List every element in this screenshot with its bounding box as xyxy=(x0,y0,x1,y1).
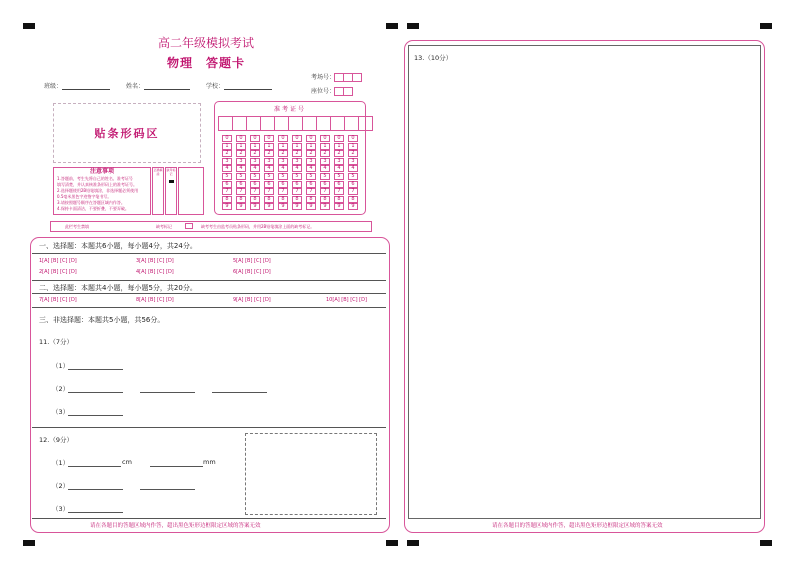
registration-mark xyxy=(407,23,419,29)
digit-bubble[interactable]: 2 xyxy=(332,150,346,158)
digit-bubble[interactable]: 3 xyxy=(262,158,276,166)
digit-bubble[interactable]: 4 xyxy=(346,165,360,173)
barcode-area xyxy=(53,103,201,163)
answer-line[interactable] xyxy=(140,489,195,490)
digit-bubble[interactable]: 9 xyxy=(290,203,304,211)
exam-title: 高二年级模拟考试 xyxy=(157,36,254,50)
registration-mark xyxy=(760,23,772,29)
class-field[interactable]: 班级： xyxy=(44,81,110,90)
digit-bubble[interactable]: 3 xyxy=(332,158,346,166)
digit-bubble[interactable]: 6 xyxy=(234,181,248,189)
digit-bubble[interactable]: 3 xyxy=(234,158,248,166)
digit-bubble[interactable]: 5 xyxy=(220,173,234,181)
digit-bubble[interactable]: 5 xyxy=(290,173,304,181)
digit-bubble[interactable]: 3 xyxy=(290,158,304,166)
digit-bubble[interactable]: 3 xyxy=(304,158,318,166)
choice-row[interactable]: 3[A] [B] [C] [D] xyxy=(136,258,174,264)
q12-label: 12.（9分） xyxy=(39,436,73,444)
notes-line: 填写清楚，并认真核准条形码上的准考证号。 xyxy=(57,182,137,187)
q11-part: （1） xyxy=(52,362,70,370)
digit-bubble[interactable]: 0 xyxy=(220,135,234,143)
digit-bubble[interactable]: 7 xyxy=(276,188,290,196)
digit-bubble[interactable]: 3 xyxy=(220,158,234,166)
footer-note: 请在各题目的答题区域内作答，超出黑色矩形边框限定区域的答案无效 xyxy=(90,523,261,529)
digit-bubble[interactable]: 8 xyxy=(304,196,318,204)
digit-bubble[interactable]: 4 xyxy=(318,165,332,173)
admission-bubbles[interactable] xyxy=(220,135,360,211)
digit-bubble[interactable]: 7 xyxy=(304,188,318,196)
choice-row[interactable]: 10[A] [B] [C] [D] xyxy=(326,297,367,303)
absent-mark-example: 缺考标记 xyxy=(165,167,177,215)
answer-line[interactable] xyxy=(68,512,123,513)
section1-heading: 一、选择题：本题共6小题，每小题4分，共24分。 xyxy=(39,242,197,250)
registration-mark xyxy=(407,540,419,546)
digit-bubble[interactable]: 5 xyxy=(234,173,248,181)
digit-bubble[interactable]: 6 xyxy=(304,181,318,189)
digit-bubble[interactable]: 4 xyxy=(234,165,248,173)
digit-bubble[interactable]: 1 xyxy=(248,143,262,151)
digit-bubble[interactable]: 0 xyxy=(332,135,346,143)
q11-label: 11.（7分） xyxy=(39,338,73,346)
digit-bubble[interactable]: 6 xyxy=(220,181,234,189)
q12-part: （1） xyxy=(52,459,70,467)
notes-line: 2.选择题使用2B铅笔填涂，非选择题必须使用 xyxy=(57,188,139,193)
digit-bubble[interactable]: 0 xyxy=(290,135,304,143)
digit-bubble[interactable]: 3 xyxy=(248,158,262,166)
choice-row[interactable]: 7[A] [B] [C] [D] xyxy=(39,297,77,303)
footer-note: 请在各题目的答题区域内作答，超出黑色矩形边框限定区域的答案无效 xyxy=(492,523,663,529)
notes-box xyxy=(53,167,151,215)
digit-bubble[interactable]: 0 xyxy=(234,135,248,143)
digit-bubble[interactable]: 0 xyxy=(346,135,360,143)
digit-bubble[interactable]: 6 xyxy=(332,181,346,189)
digit-bubble[interactable]: 7 xyxy=(262,188,276,196)
digit-bubble[interactable]: 8 xyxy=(332,196,346,204)
digit-bubble[interactable]: 4 xyxy=(276,165,290,173)
digit-bubble[interactable]: 2 xyxy=(248,150,262,158)
notes-title: 注意事项 xyxy=(89,168,114,175)
digit-bubble[interactable]: 5 xyxy=(304,173,318,181)
digit-bubble[interactable]: 1 xyxy=(262,143,276,151)
notes-line: 3.请按照题号顺序在答题区域内作答。 xyxy=(57,200,125,205)
digit-bubble[interactable]: 7 xyxy=(318,188,332,196)
digit-bubble[interactable]: 5 xyxy=(346,173,360,181)
digit-bubble[interactable]: 7 xyxy=(290,188,304,196)
digit-bubble[interactable]: 2 xyxy=(262,150,276,158)
answer-line[interactable] xyxy=(68,489,123,490)
digit-bubble[interactable]: 1 xyxy=(332,143,346,151)
digit-bubble[interactable]: 3 xyxy=(318,158,332,166)
digit-bubble[interactable]: 9 xyxy=(276,203,290,211)
digit-bubble[interactable]: 8 xyxy=(220,196,234,204)
q11-part: （2） xyxy=(52,385,70,393)
digit-bubble[interactable]: 2 xyxy=(346,150,360,158)
digit-bubble[interactable]: 8 xyxy=(318,196,332,204)
school-field[interactable]: 学校： xyxy=(206,81,272,90)
correct-fill-example: 正确填涂 xyxy=(152,167,164,215)
seat-field[interactable]: 座位号： xyxy=(311,86,353,96)
digit-bubble[interactable]: 0 xyxy=(262,135,276,143)
sample-box xyxy=(178,167,204,215)
exam-subtitle: 物理 答题卡 xyxy=(166,56,245,70)
digit-bubble[interactable]: 1 xyxy=(304,143,318,151)
digit-bubble[interactable]: 1 xyxy=(220,143,234,151)
digit-bubble[interactable]: 2 xyxy=(304,150,318,158)
digit-bubble[interactable]: 4 xyxy=(332,165,346,173)
admission-write-cells[interactable] xyxy=(218,116,372,131)
digit-bubble[interactable]: 1 xyxy=(346,143,360,151)
digit-bubble[interactable]: 1 xyxy=(290,143,304,151)
digit-bubble[interactable]: 9 xyxy=(248,203,262,211)
choice-row[interactable]: 6[A] [B] [C] [D] xyxy=(233,269,271,275)
absent-checkbox[interactable] xyxy=(185,223,193,229)
answer-line[interactable] xyxy=(68,415,123,416)
answer-line[interactable] xyxy=(140,392,195,393)
digit-bubble[interactable]: 0 xyxy=(318,135,332,143)
choice-row[interactable]: 8[A] [B] [C] [D] xyxy=(136,297,174,303)
room-field[interactable]: 考场号： xyxy=(311,72,362,82)
digit-bubble[interactable]: 5 xyxy=(248,173,262,181)
digit-bubble[interactable]: 8 xyxy=(290,196,304,204)
digit-bubble[interactable]: 9 xyxy=(332,203,346,211)
digit-bubble[interactable]: 2 xyxy=(290,150,304,158)
registration-mark xyxy=(23,23,35,29)
digit-bubble[interactable]: 7 xyxy=(220,188,234,196)
digit-bubble[interactable]: 6 xyxy=(318,181,332,189)
digit-bubble[interactable]: 8 xyxy=(276,196,290,204)
digit-bubble[interactable]: 9 xyxy=(234,203,248,211)
digit-bubble[interactable]: 2 xyxy=(276,150,290,158)
digit-bubble[interactable]: 5 xyxy=(332,173,346,181)
registration-mark xyxy=(386,23,398,29)
digit-bubble[interactable]: 0 xyxy=(304,135,318,143)
digit-bubble[interactable]: 4 xyxy=(262,165,276,173)
digit-bubble[interactable]: 1 xyxy=(276,143,290,151)
choice-row[interactable]: 4[A] [B] [C] [D] xyxy=(136,269,174,275)
digit-bubble[interactable]: 2 xyxy=(234,150,248,158)
digit-bubble[interactable]: 3 xyxy=(346,158,360,166)
digit-bubble[interactable]: 6 xyxy=(290,181,304,189)
section2-heading: 二、选择题：本题共4小题，每小题5分，共20分。 xyxy=(39,284,197,292)
digit-bubble[interactable]: 6 xyxy=(262,181,276,189)
choice-row[interactable]: 2[A] [B] [C] [D] xyxy=(39,269,77,275)
absent-strip: 此栏考生禁填 缺考标记 缺考考生由监考员贴条形码，并用2B铅笔填涂上面的缺考标记。 xyxy=(50,221,372,232)
q11-part: （3） xyxy=(52,408,70,416)
choice-row[interactable]: 9[A] [B] [C] [D] xyxy=(233,297,271,303)
digit-bubble[interactable]: 7 xyxy=(346,188,360,196)
q13-label: 13.（10分） xyxy=(414,54,453,62)
q13-answer-box[interactable] xyxy=(408,45,761,519)
digit-bubble[interactable]: 9 xyxy=(318,203,332,211)
drawing-area[interactable] xyxy=(245,433,377,515)
q12-part: （2） xyxy=(52,482,70,490)
unit-cm: cm xyxy=(122,458,132,466)
choice-row[interactable]: 5[A] [B] [C] [D] xyxy=(233,258,271,264)
digit-bubble[interactable]: 3 xyxy=(276,158,290,166)
digit-bubble[interactable]: 5 xyxy=(318,173,332,181)
registration-mark xyxy=(23,540,35,546)
notes-line: 1.答题前，考生先将自己的姓名、准考证号 xyxy=(57,176,133,181)
answer-line[interactable] xyxy=(212,392,267,393)
digit-bubble[interactable]: 0 xyxy=(276,135,290,143)
admission-label: 准考证号 xyxy=(273,106,306,113)
digit-bubble[interactable]: 9 xyxy=(346,203,360,211)
digit-bubble[interactable]: 4 xyxy=(304,165,318,173)
notes-line: 0.5毫米黑色字迹签字笔书写。 xyxy=(57,194,112,199)
registration-mark xyxy=(386,540,398,546)
digit-bubble[interactable]: 5 xyxy=(262,173,276,181)
digit-bubble[interactable]: 0 xyxy=(248,135,262,143)
answer-line[interactable] xyxy=(150,466,203,467)
digit-bubble[interactable]: 8 xyxy=(234,196,248,204)
digit-bubble[interactable]: 8 xyxy=(262,196,276,204)
digit-bubble[interactable]: 1 xyxy=(318,143,332,151)
digit-bubble[interactable]: 9 xyxy=(304,203,318,211)
barcode-label: 贴条形码区 xyxy=(94,127,160,140)
digit-bubble[interactable]: 1 xyxy=(234,143,248,151)
name-field[interactable]: 姓名： xyxy=(126,81,190,90)
digit-bubble[interactable]: 7 xyxy=(248,188,262,196)
digit-bubble[interactable]: 9 xyxy=(220,203,234,211)
digit-bubble[interactable]: 8 xyxy=(248,196,262,204)
answer-line[interactable] xyxy=(68,392,123,393)
answer-line[interactable] xyxy=(68,466,121,467)
digit-bubble[interactable]: 4 xyxy=(290,165,304,173)
digit-bubble[interactable]: 6 xyxy=(276,181,290,189)
answer-line[interactable] xyxy=(68,369,123,370)
digit-bubble[interactable]: 7 xyxy=(234,188,248,196)
digit-bubble[interactable]: 9 xyxy=(262,203,276,211)
admission-number-grid xyxy=(214,101,366,215)
digit-bubble[interactable]: 6 xyxy=(248,181,262,189)
registration-mark xyxy=(760,540,772,546)
digit-bubble[interactable]: 4 xyxy=(220,165,234,173)
digit-bubble[interactable]: 2 xyxy=(318,150,332,158)
digit-bubble[interactable]: 8 xyxy=(346,196,360,204)
digit-bubble[interactable]: 5 xyxy=(276,173,290,181)
digit-bubble[interactable]: 7 xyxy=(332,188,346,196)
digit-bubble[interactable]: 6 xyxy=(346,181,360,189)
section3-heading: 三、非选择题：本题共5小题，共56分。 xyxy=(39,316,165,324)
q12-part: （3） xyxy=(52,505,70,513)
digit-bubble[interactable]: 4 xyxy=(248,165,262,173)
unit-mm: mm xyxy=(203,458,216,466)
digit-bubble[interactable]: 2 xyxy=(220,150,234,158)
notes-line: 4.保持卡面清洁，不要折叠，不要弄破。 xyxy=(57,206,129,211)
choice-row[interactable]: 1[A] [B] [C] [D] xyxy=(39,258,77,264)
